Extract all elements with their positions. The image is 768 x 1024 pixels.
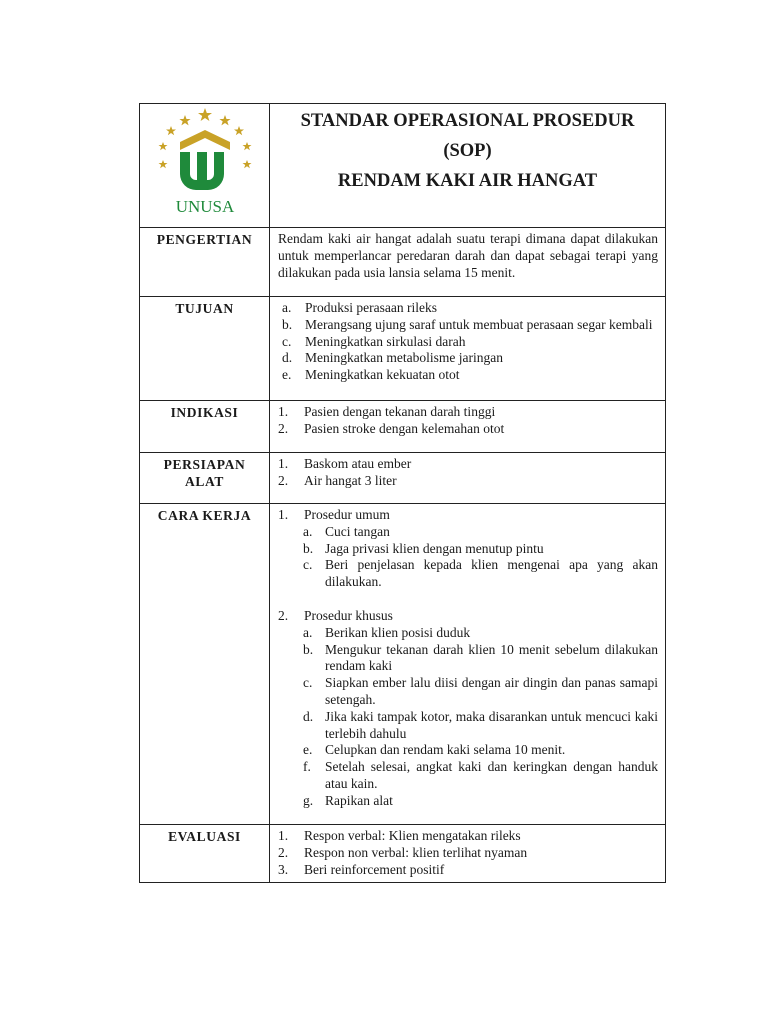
list-marker: 2. (278, 420, 289, 436)
list-marker: c. (303, 675, 313, 691)
list-marker: c. (282, 333, 292, 349)
title-line-2: (SOP) (443, 141, 492, 161)
list-text: Beri reinforcement positif (304, 861, 445, 877)
list-marker: 2. (278, 844, 289, 860)
list-marker: b. (303, 540, 314, 556)
list-item (278, 367, 658, 384)
list-marker: g. (303, 792, 314, 808)
list-item (278, 317, 658, 334)
logo-cell (140, 104, 270, 228)
roof-icon (180, 130, 230, 150)
list-text: Meningkatkan metabolisme jaringan (305, 350, 503, 366)
list-text: Siapkan ember lalu diisi dengan air dingin dan panas samapi setengah. (325, 675, 658, 707)
tujuan-list (278, 300, 658, 384)
list-item (298, 709, 658, 743)
header-row (140, 104, 666, 228)
row-pengertian (140, 228, 666, 297)
list-item (278, 862, 658, 879)
list-item (278, 608, 658, 625)
list-marker: d. (303, 708, 314, 724)
sop-table (139, 103, 666, 883)
list-item (278, 473, 658, 490)
list-item (278, 828, 658, 845)
list-marker: c. (303, 557, 313, 573)
row-cara-kerja (140, 504, 666, 825)
tujuan-cell (270, 297, 666, 401)
list-item (278, 845, 658, 862)
list-marker: b. (282, 316, 293, 332)
list-text: Pasien dengan tekanan darah tinggi (304, 404, 496, 419)
title-cell (270, 104, 666, 228)
cara-kerja-list-2 (278, 608, 658, 625)
row-tujuan (140, 297, 666, 401)
evaluasi-cell (270, 825, 666, 883)
row-evaluasi (140, 825, 666, 883)
list-item (298, 557, 658, 591)
label-indikasi: INDIKASI (140, 401, 270, 453)
pengertian-text (270, 228, 666, 297)
list-text: Meningkatkan sirkulasi darah (305, 333, 466, 349)
list-item (298, 524, 658, 541)
list-marker: 2. (278, 607, 289, 623)
list-marker: 2. (278, 472, 289, 488)
list-text: Celupkan dan rendam kaki selama 10 menit. (325, 742, 566, 758)
list-text: Merangsang ujung saraf untuk membuat perasaan segar kembali (305, 316, 653, 332)
list-marker: 1. (278, 507, 289, 522)
spacer (278, 591, 658, 608)
cara-kerja-cell (270, 504, 666, 825)
label-pengertian: PENGERTIAN (140, 228, 270, 297)
list-item (278, 300, 658, 317)
list-marker: 1. (278, 404, 289, 419)
label-tujuan: TUJUAN (140, 297, 270, 401)
list-text: Rapikan alat (325, 792, 393, 808)
label-persiapan-alat (140, 453, 270, 504)
unusa-logo (150, 106, 260, 218)
list-text: Mengukur tekanan darah klien 10 menit sebelum dilakukan rendam kaki (325, 641, 658, 674)
persiapan-alat-cell (270, 453, 666, 504)
list-item (298, 625, 658, 642)
list-marker: a. (303, 523, 313, 539)
title-line-1: STANDAR OPERASIONAL PROSEDUR (300, 111, 635, 131)
list-item (278, 350, 658, 367)
list-item (298, 793, 658, 810)
label-evaluasi: EVALUASI (140, 825, 270, 883)
list-marker: a. (282, 300, 292, 315)
list-item (278, 334, 658, 351)
list-item (298, 642, 658, 676)
list-item (278, 456, 658, 473)
list-text: Produksi perasaan rileks (305, 300, 437, 315)
section-title: Prosedur umum (304, 507, 390, 522)
list-text: Pasien stroke dengan kelemahan otot (304, 420, 505, 436)
evaluasi-list (278, 828, 658, 878)
indikasi-list (278, 404, 658, 438)
list-text: Cuci tangan (325, 523, 390, 539)
list-text: Berikan klien posisi duduk (325, 624, 471, 640)
list-text: Air hangat 3 liter (304, 472, 397, 488)
list-item (298, 541, 658, 558)
section-title: Prosedur khusus (304, 607, 393, 623)
logo-text: UNUSA (175, 197, 234, 216)
list-text: Jika kaki tampak kotor, maka disarankan untuk mencuci kaki terlebih dahulu (325, 708, 658, 741)
list-text: Meningkatkan kekuatan otot (305, 367, 460, 383)
list-item (298, 742, 658, 759)
list-text: Jaga privasi klien dengan menutup pintu (325, 540, 544, 556)
list-item (298, 759, 658, 793)
list-item (278, 507, 658, 524)
prosedur-umum-list (298, 524, 658, 591)
u-mark-icon (180, 152, 224, 190)
list-item (298, 675, 658, 709)
list-item (278, 421, 658, 438)
list-marker: a. (303, 624, 313, 640)
title-line-3: RENDAM KAKI AIR HANGAT (337, 171, 598, 191)
persiapan-alat-list (278, 456, 658, 490)
row-indikasi (140, 401, 666, 453)
cara-kerja-list (278, 507, 658, 524)
list-marker: 1. (278, 828, 289, 843)
list-marker: e. (282, 367, 292, 383)
list-marker: d. (282, 350, 293, 366)
list-text: Baskom atau ember (304, 456, 412, 471)
list-marker: e. (303, 742, 313, 758)
label-line: PERSIAPAN (163, 457, 246, 472)
list-text: Respon non verbal: klien terlihat nyaman (304, 844, 528, 860)
list-item (278, 404, 658, 421)
list-text: Setelah selesai, angkat kaki dan keringkan dengan handuk atau kain. (325, 759, 658, 791)
list-marker: 1. (278, 456, 289, 471)
list-text: Beri penjelasan kepada klien mengenai apa yang akan dilakukan. (325, 557, 658, 590)
pengertian-body: Rendam kaki air hangat adalah suatu terapi dimana dapat dilakukan untuk memperlancar peredaran darah dan dapat sebagai terapi yang dilakukan pada usia lansia selama 15 menit. (278, 231, 658, 280)
indikasi-cell (270, 401, 666, 453)
label-line: ALAT (185, 474, 224, 489)
label-cara-kerja: CARA KERJA (140, 504, 270, 825)
list-marker: b. (303, 641, 314, 657)
list-marker: f. (303, 759, 311, 775)
row-persiapan-alat (140, 453, 666, 504)
list-text: Respon verbal: Klien mengatakan rileks (304, 828, 521, 843)
list-marker: 3. (278, 861, 289, 877)
prosedur-khusus-list (298, 625, 658, 810)
